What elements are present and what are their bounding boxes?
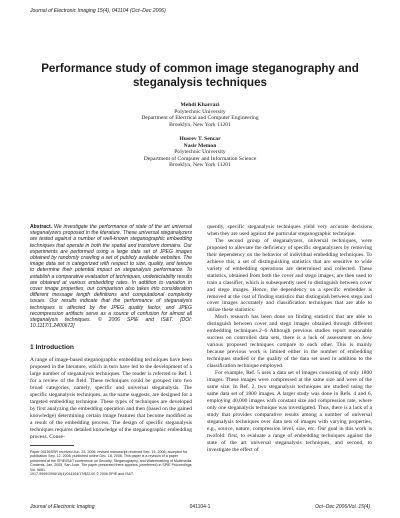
- doi: [DOI: 10.1117/1.2400672]: [30, 317, 192, 330]
- abstract-text: We investigate the performance of state of the art universal steganalyzers proposed in the literature. These universal steganalyzers are tested against a number of well-known steganographic embedding techniques that operate in both the spatial and transform domains. Our experiments are performed using a large data set of JPEG images obtained by randomly crawling a set of publicly available websites. The image data set is categorized with respect to size, quality, and texture to determine their potential impact on steganalysis performance. To establish a comparative evaluation of techniques, undetectability results are obtained at various embedding rates. In addition to variation in cover image properties, our comparison also takes into consideration different message length definitions and computational complexity issues. Our results indicate that the performance of steganalysis techniques is affected by the JPEG quality factor, and JPEG recompression artifacts serve as a source of confusion for almost all steganalysis techniques.: [30, 224, 192, 324]
- footnote-rule: [30, 445, 74, 446]
- journal-header: Journal of Electronic Imaging 15(4), 041104 (Oct–Dec 2006): [30, 8, 166, 14]
- footnote: Paper 06155SSR received Jun. 23, 2006; revised manuscript received Sep. 15, 2006; accepted for publication Sep. 12, 2006; published online Dec. 18, 2006. This paper is a revision of a paper presented at the SPIE/IS&T conference on Security, Steganography, and Watermarking of Multimedia Contents, Jan. 2005, San Jose. The paper presented there appears (unreferred) in SPIE Proceedings Vol. 5681. 1017-9909/2006/15(4)/041104/17/$22.00 © 2006 SPIE and IS&T.: [30, 449, 192, 477]
- left-column: [30, 224, 192, 477]
- author-affiliation: Department of Computer and Information Science: [143, 155, 257, 162]
- author-affiliation: Department of Electrical and Computer Engineering: [141, 115, 259, 121]
- author-affiliation: Brooklyn, New York 11201: [169, 121, 231, 128]
- author-affiliation: Brooklyn, New York 11201: [169, 162, 231, 168]
- author-affiliation: Polytechnic University: [174, 149, 226, 155]
- footer-journal: Journal of Electronic Imaging: [30, 504, 95, 510]
- section-heading: 1 Introduction: [30, 344, 74, 352]
- author-name: Nasir Memon: [183, 142, 217, 149]
- footer-volume: Oct–Dec 2006/Vol. 15(4): [315, 504, 370, 510]
- copyright: © 2006 SPIE and IS&T.: [97, 317, 174, 324]
- author-name: Husrev T. Sencar: [179, 136, 221, 142]
- author-name: Mehdi Kharrazi: [180, 102, 220, 108]
- abstract: [30, 224, 192, 329]
- body-paragraph: quently, specific steganalysis techniques yield very accurate decisions when they are used against the particular steganographic technique.: [207, 224, 372, 237]
- body-paragraph: The second group of steganalyzers, universal techniques, were proposed to alleviate the deficiency of specific steganalyzers by removing their dependency on the behavior of individual embedding techniques. To achieve this, a set of distinguishing statistics that are sensitive to wide variety of embedding operations are determined and collected. These statistics, obtained from both the cover and stego images, are then used to train a classifier, which is subsequently used to distinguish between cover and stego images. Hence, the dependency on a specific embedder is removed at the cost of finding statistics that distinguish between stego and cover images accurately and classification techniques that are able to utilize these statistics.: [207, 237, 372, 314]
- author-list: [40, 102, 360, 175]
- intro-paragraph: A range of image-based steganographic embedding techniques have been proposed in the literature, which in turn have led to the development of a large number of steganalysis techniques. The reader is referred to Ref. 1 for a review of the field. These techniques could be grouped into two broad categories, namely, specific and universal steganalysis. The specific steganalysis techniques, as the name suggests, are designed for a targeted embedding technique. These types of techniques are developed by first analyzing the embedding operation and then (based on the gained knowledge) determining certain image features that become modified as a result of the embedding process. The design of specific steganalysis techniques requires detailed knowledge of the steganographic embedding process. Conse-: [30, 357, 192, 440]
- body-paragraph: Much research has been done on finding statistics that are able to distinguish between cover and stego images obtained through different embedding techniques.2–6 Although previous studies report reasonable success on controlled data sets, there is a lack of assessment on how various proposed techniques compare to each other. This is mainly because previous work is limited either in the number of embedding techniques studied or the quality of the data set used in addition to the classification technique employed.: [207, 314, 372, 370]
- author-block: [40, 136, 360, 169]
- abstract-label: Abstract.: [30, 224, 53, 230]
- paper-title: Performance study of common image steganography and steganalysis techniques: [41, 62, 359, 89]
- page-number: 041104-1: [189, 504, 211, 510]
- body-paragraph: For example, Ref. 5 uses a data set of images consisting of only 1800 images. These images were compressed at the same size and were of the same size. In Ref. 2, two steganalysis techniques are studied using the same data set of 1800 images. A larger study was done in Refs. 4 and 6, employing 40,000 images with constant size and compression rate, where only one steganalysis technique was investigated. Thus, there is a lack of a study that provides comparative results among a number of universal steganalysis techniques over data sets of images with varying properties, e.g., source, nature, compression level, size, etc. Our goal in this work is twofold: first, to evaluate a range of embedding techniques against the state of the art universal steganalysis techniques, and second, to investigate the effect of: [207, 370, 372, 453]
- author-affiliation: Polytechnic University: [174, 108, 226, 115]
- author-block: [40, 102, 360, 128]
- right-column: [207, 224, 372, 453]
